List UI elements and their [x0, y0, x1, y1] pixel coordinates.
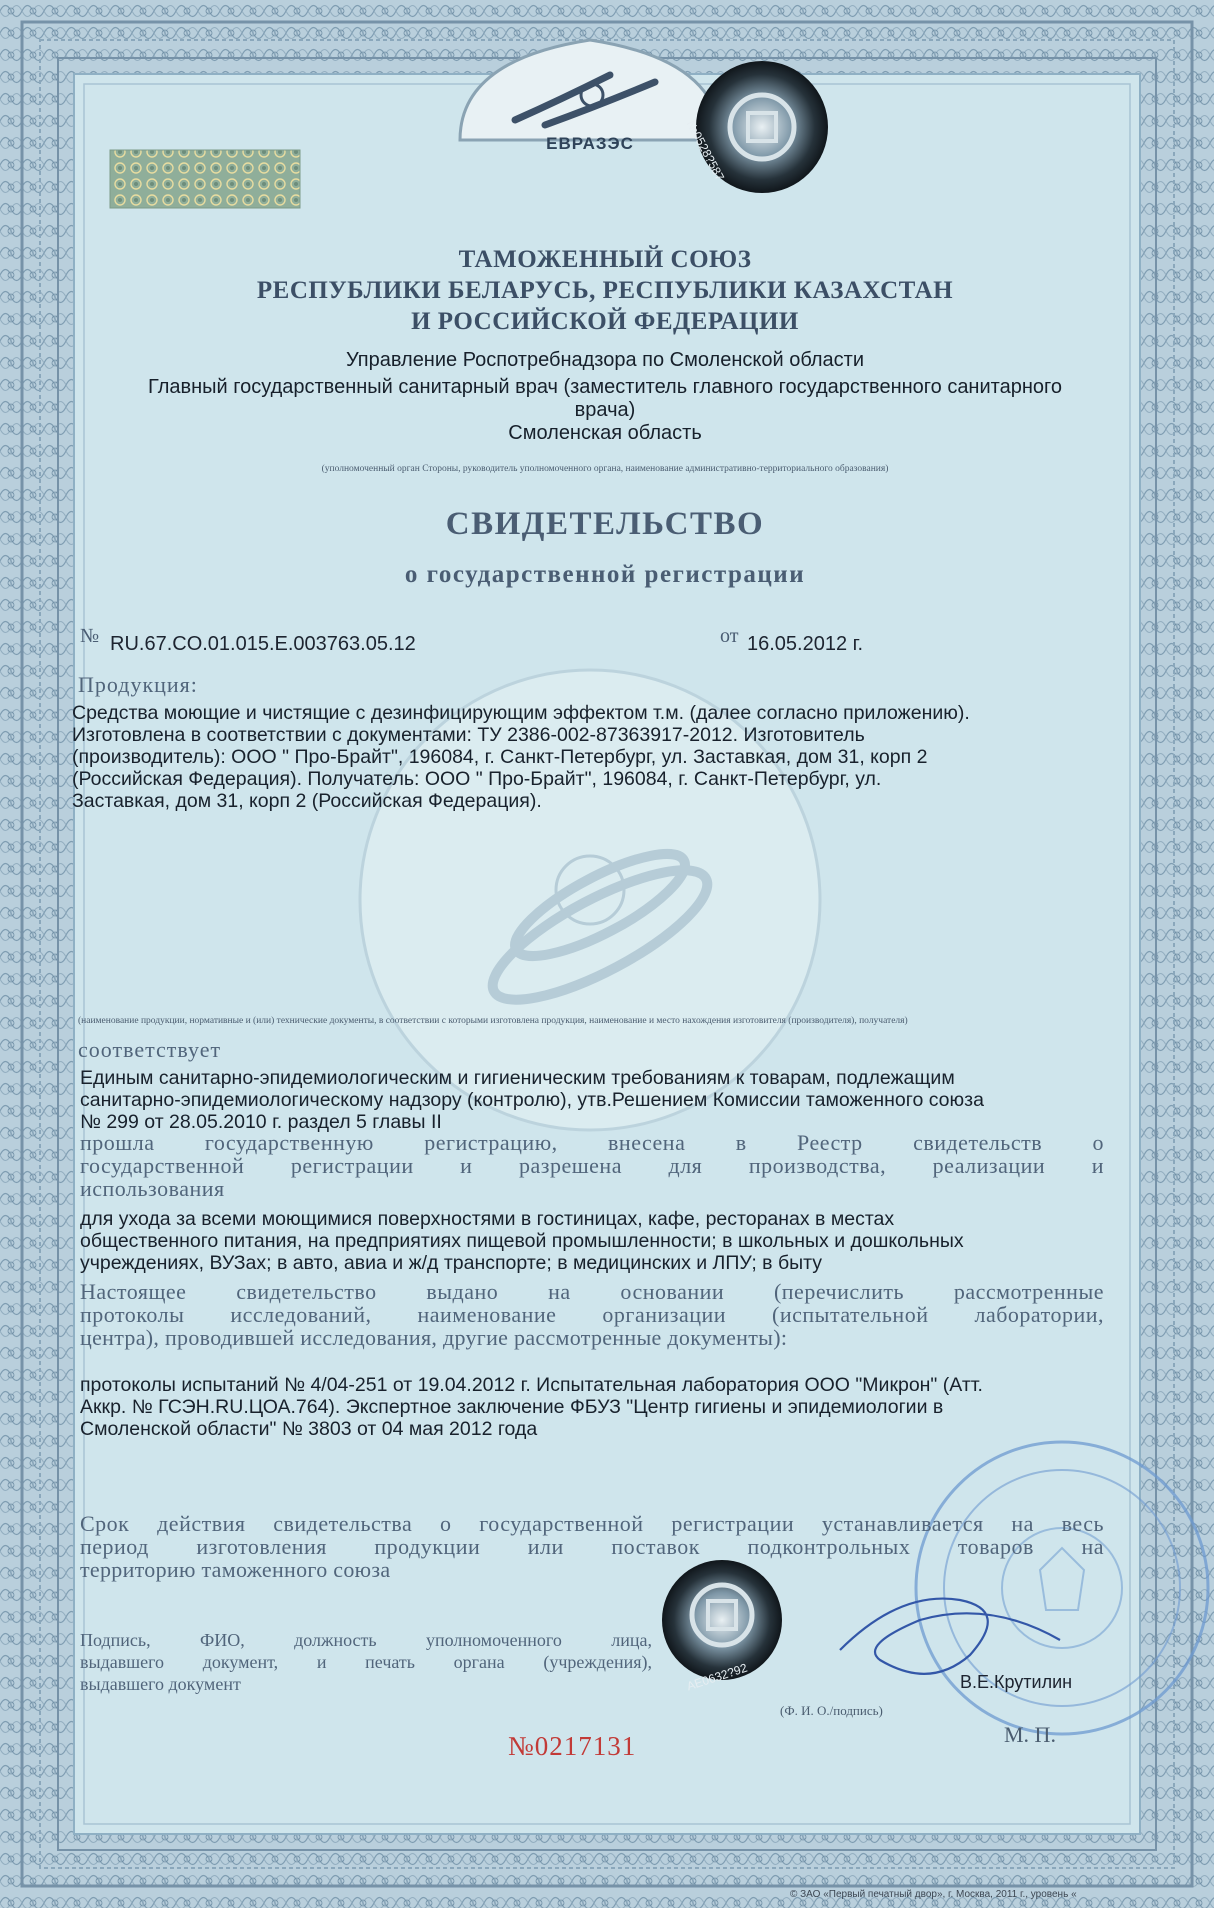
authority-line1: Управление Роспотребнадзора по Смоленской области	[345, 349, 865, 371]
product-line: (Российская Федерация). Получатель: ООО " Про-Брайт", 196084, г. Санкт-Петербург, ул.	[72, 768, 882, 790]
protocol-line: Смоленской области" № 3803 от 04 мая 2012 года	[80, 1418, 538, 1440]
document-subtitle: о государственной регистрации	[404, 561, 806, 588]
fio-caption: (Ф. И. О./подпись)	[780, 1703, 883, 1718]
signature-instruction-line: выдавшего документ, и печать органа (учреждения),	[80, 1652, 652, 1672]
union-title-line1: ТАМОЖЕННЫЙ СОЮЗ	[458, 246, 752, 273]
validity-line: территорию таможенного союза	[80, 1557, 391, 1582]
authority-line3: врача)	[574, 399, 636, 421]
signature-instruction-line: Подпись, ФИО, должность уполномоченного лица,	[80, 1630, 652, 1650]
protocol-line: протоколы испытаний № 4/04-251 от 19.04.2012 г. Испытательная лаборатория ООО "Микрон" (Атт.	[80, 1374, 983, 1396]
registration-status	[80, 1131, 1104, 1200]
conformity-line: Единым санитарно-эпидемиологическим и гигиеническим требованиям к товарам, подлежащим	[80, 1067, 955, 1089]
status-line: государственной регистрации и разрешена для производства, реализации и	[80, 1153, 1104, 1178]
emblem-text: ЕВРАЗЭС	[546, 134, 634, 153]
stamp-place-label: М. П.	[1004, 1722, 1056, 1747]
authority-line2: Главный государственный санитарный врач (заместитель главного государственного санитарного	[148, 376, 1062, 398]
printer-imprint: © ЗАО «Первый печатный двор», г. Москва, 2011 г., уровень «	[790, 1889, 1077, 1900]
date-label: от	[720, 625, 739, 647]
document-title: СВИДЕТЕЛЬСТВО	[445, 506, 765, 542]
product-line: (производитель): ООО " Про-Брайт", 196084, г. Санкт-Петербург, ул. Заставкая, дом 31, корп 2	[72, 746, 928, 768]
conformity-line: № 299 от 28.05.2010 г. раздел 5 главы II	[80, 1111, 442, 1133]
product-caption: (наименование продукции, нормативные и (или) технические документы, в соответствии с которыми изготовлена продукция, наименование и место нахождения изготовителя (производителя), получателя)	[78, 1016, 908, 1026]
product-line: Изготовлена в соответствии с документами: ТУ 2386-002-87363917-2012. Изготовитель	[72, 724, 865, 746]
authority-line4: Смоленская область	[508, 422, 702, 444]
conformity-line: санитарно-эпидемиологическому надзору (контролю), утв.Решением Комиссии таможенного союза	[80, 1089, 984, 1111]
basis-line: центра), проводившей исследования, другие рассмотренные документы):	[80, 1325, 788, 1350]
union-title-line2: РЕСПУБЛИКИ БЕЛАРУСЬ, РЕСПУБЛИКИ КАЗАХСТАН	[256, 277, 954, 304]
basis-line: Настоящее свидетельство выдано на основании (перечислить рассмотренные	[80, 1279, 1104, 1304]
validity-line: период изготовления продукции или поставок подконтрольных товаров на	[80, 1534, 1104, 1559]
blank-serial-number: №0217131	[508, 1731, 637, 1761]
validity-statement	[80, 1512, 1104, 1581]
product-description	[72, 702, 1142, 812]
protocol-line: Аккр. № ГСЭН.RU.ЦОА.764). Экспертное заключение ФБУЗ "Центр гигиены и эпидемиологии в	[80, 1396, 944, 1418]
signature-instructions	[80, 1629, 652, 1695]
usage-line: учреждениях, ВУЗах; в авто, авиа и ж/д транспорте; в медицинских и ЛПУ; в быту	[80, 1252, 823, 1274]
usage-line: общественного питания, на предприятиях пищевой промышленности; в школьных и дошкольных	[80, 1230, 964, 1252]
union-title-line3: И РОССИЙСКОЙ ФЕДЕРАЦИИ	[411, 308, 799, 335]
basis-line: протоколы исследований, наименование организации (испытательной лаборатории,	[80, 1302, 1104, 1327]
product-label: Продукция:	[78, 672, 198, 697]
validity-line: Срок действия свидетельства о государственной регистрации устанавливается на весь	[80, 1511, 1104, 1536]
authority-caption: (уполномоченный орган Стороны, руководитель уполномоченного органа, наименование административно-территориального образования)	[321, 464, 889, 474]
conformity-requirements	[80, 1067, 1140, 1133]
usage-line: для ухода за всеми моющимися поверхностями в гостиницах, кафе, ресторанах в местах	[80, 1208, 895, 1230]
hologram-serial-top: №0528?587	[683, 118, 728, 184]
product-line: Заставкая, дом 31, корп 2 (Российская Федерация).	[72, 790, 542, 812]
product-line: Средства моющие и чистящие с дезинфицирующим эффектом т.м. (далее согласно приложению).	[72, 702, 970, 724]
status-line: использования	[80, 1176, 225, 1201]
signatory-name: В.Е.Крутилин	[960, 1672, 1073, 1692]
conformity-label: соответствует	[78, 1037, 222, 1062]
hologram-serial-bottom: АЕ0632?92	[685, 1660, 749, 1694]
signature-instruction-line: выдавшего документ	[80, 1674, 241, 1694]
status-line: прошла государственную регистрацию, внесена в Реестр свидетельств о	[80, 1130, 1104, 1155]
usage-scope	[80, 1208, 1140, 1274]
registration-date: 16.05.2012 г.	[747, 633, 864, 655]
registration-number: RU.67.CO.01.015.E.003763.05.12	[110, 633, 416, 655]
basis-statement	[80, 1280, 1104, 1349]
test-protocols	[80, 1374, 1140, 1440]
number-label: №	[80, 625, 100, 647]
